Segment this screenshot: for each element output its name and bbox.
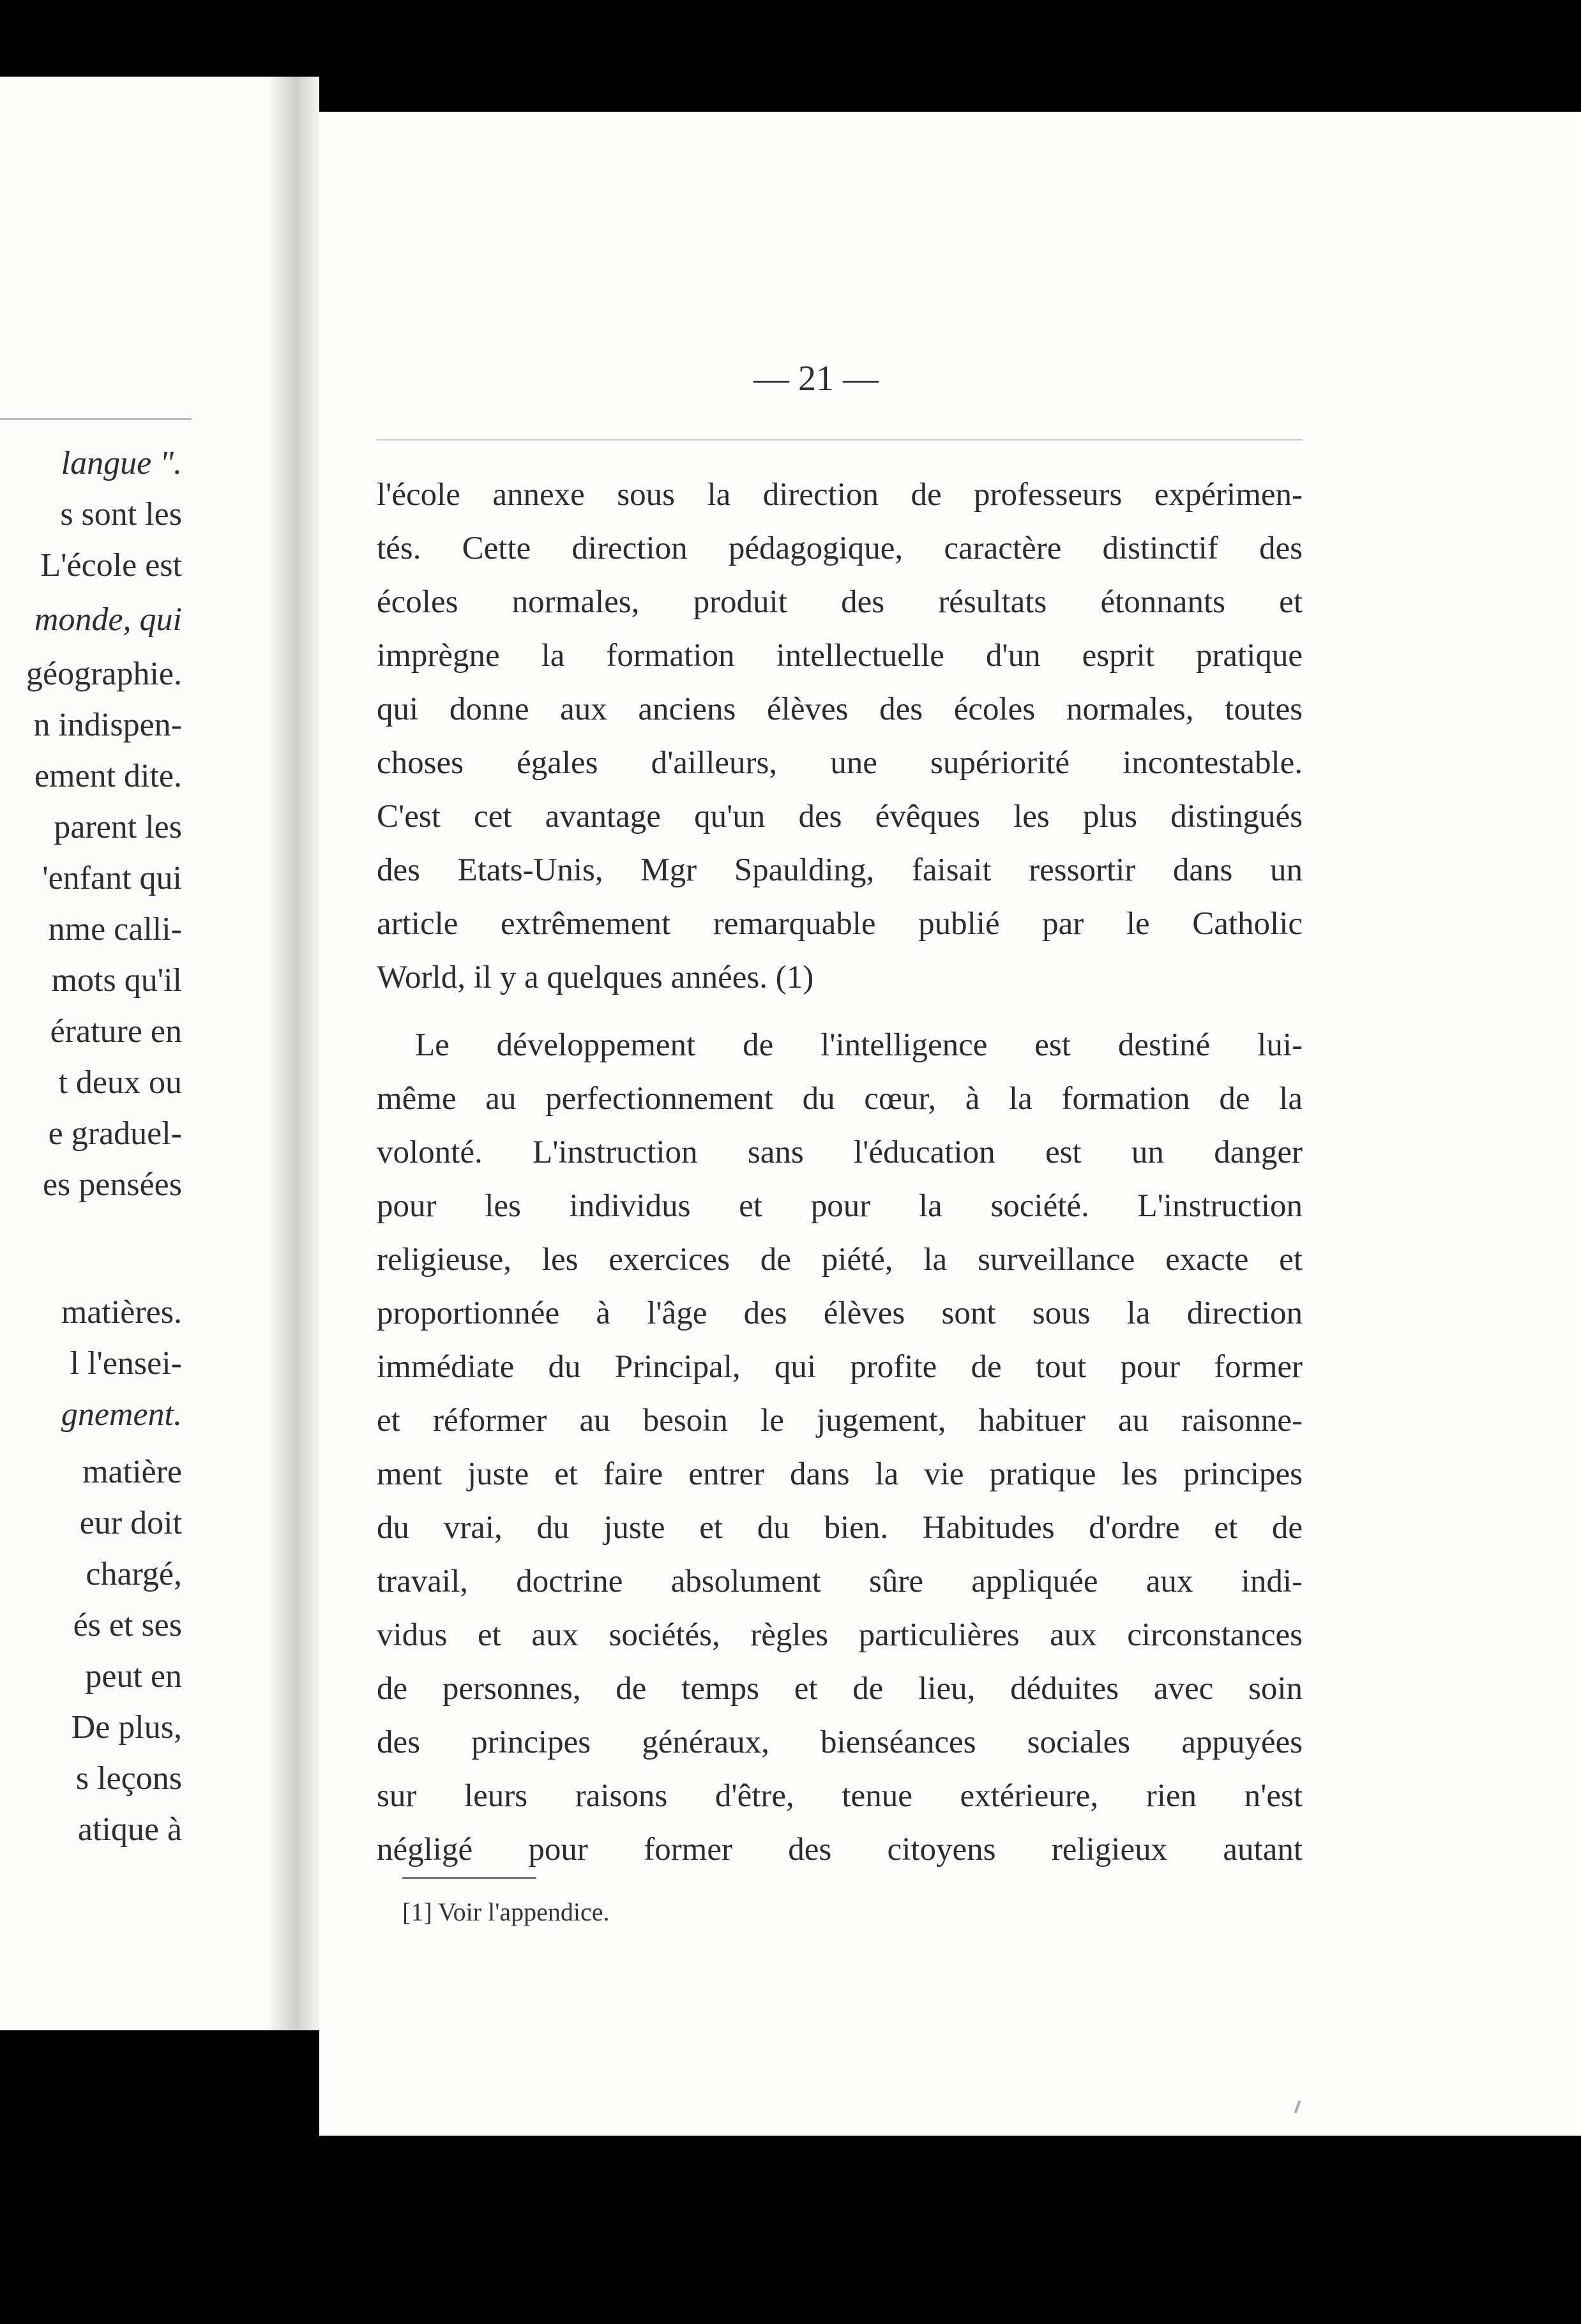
body-text-line: proportionnée à l'âge des élèves sont sous la direction (377, 1295, 1303, 1331)
body-text-line: article extrêmement remarquable publié par le Catholic (377, 906, 1303, 942)
body-text-line: vidus et aux sociétés, règles particulières aux circonstances (377, 1617, 1303, 1653)
body-text-line: immédiate du Principal, qui profite de tout pour former (377, 1349, 1303, 1385)
previous-page-line: parent les (54, 809, 182, 845)
body-text-line: du vrai, du juste et du bien. Habitudes d'ordre et de (377, 1510, 1303, 1546)
body-text-line: des principes généraux, bienséances sociales appuyées (377, 1724, 1303, 1760)
previous-page-line: n indispen- (33, 707, 182, 743)
body-text-line: négligé pour former des citoyens religieux autant (377, 1832, 1303, 1867)
body-text-line: Le développement de l'intelligence est destiné lui- (415, 1027, 1303, 1063)
body-text-line: de personnes, de temps et de lieu, déduites avec soin (377, 1671, 1303, 1707)
body-text-line: World, il y a quelques années. (1) (377, 960, 814, 995)
previous-page-line: és et ses (73, 1607, 182, 1643)
previous-page-line: 'enfant qui (42, 860, 182, 896)
previous-page-line: chargé, (86, 1556, 182, 1592)
previous-page-line: l l'ensei- (70, 1345, 182, 1382)
previous-page-line: eur doit (79, 1505, 182, 1541)
body-text-line: choses égales d'ailleurs, une supériorité incontestable. (377, 745, 1303, 781)
previous-page-line: De plus, (71, 1709, 182, 1746)
previous-page-line: matière (82, 1454, 182, 1490)
previous-page-line: s sont les (60, 496, 182, 532)
body-text-line: des Etats-Unis, Mgr Spaulding, faisait ressortir dans un (377, 852, 1303, 888)
body-text-line: volonté. L'instruction sans l'éducation est un danger (377, 1135, 1303, 1170)
previous-page-line: es pensées (42, 1166, 182, 1203)
previous-page-line: langue ". (61, 445, 182, 481)
body-text-line: ment juste et faire entrer dans la vie pratique les principes (377, 1456, 1303, 1492)
body-text-line: pour les individus et pour la société. L'instruction (377, 1188, 1303, 1224)
body-text-line: imprègne la formation intellectuelle d'un esprit pratique (377, 638, 1303, 674)
previous-page-line: atique à (77, 1811, 182, 1848)
header-rule (377, 439, 1303, 441)
previous-page-line: s leçons (75, 1760, 182, 1797)
previous-page-line: érature en (50, 1013, 182, 1050)
body-text-line: écoles normales, produit des résultats étonnants et (377, 584, 1303, 620)
previous-page-line: géographie. (26, 656, 182, 692)
previous-page-line: matières. (61, 1294, 182, 1331)
book-gutter (268, 77, 319, 2030)
previous-page-line: t deux ou (58, 1064, 182, 1101)
body-text-line: l'école annexe sous la direction de professeurs expérimen- (377, 477, 1303, 513)
previous-page-line: e graduel- (48, 1115, 182, 1152)
footnote-rule (402, 1877, 536, 1879)
body-text-line: travail, doctrine absolument sûre appliquée aux indi- (377, 1564, 1303, 1599)
body-text-line: tés. Cette direction pédagogique, caractère distinctif des (377, 531, 1303, 566)
previous-page-line: L'école est (40, 547, 182, 584)
body-text-line: même au perfectionnement du cœur, à la formation de la (377, 1081, 1303, 1117)
body-text-line: qui donne aux anciens élèves des écoles normales, toutes (377, 691, 1303, 727)
page-number: — 21 — (753, 359, 879, 398)
previous-page-line: nme calli- (48, 911, 182, 947)
body-text-line: C'est cet avantage qu'un des évêques les plus distingués (377, 799, 1303, 834)
footnote: [1] Voir l'appendice. (402, 1898, 610, 1926)
body-text-line: et réformer au besoin le jugement, habituer au raisonne- (377, 1403, 1303, 1438)
previous-page-line: ement dite. (34, 758, 182, 794)
previous-page-line: mots qu'il (51, 962, 182, 999)
previous-page-line: monde, qui (34, 601, 182, 638)
previous-page-line: gnement. (61, 1396, 182, 1433)
body-text-line: sur leurs raisons d'être, tenue extérieure, rien n'est (377, 1778, 1303, 1814)
previous-page-line: peut en (85, 1658, 182, 1694)
body-text-line: religieuse, les exercices de piété, la surveillance exacte et (377, 1242, 1303, 1278)
previous-page-header-rule (0, 418, 192, 420)
